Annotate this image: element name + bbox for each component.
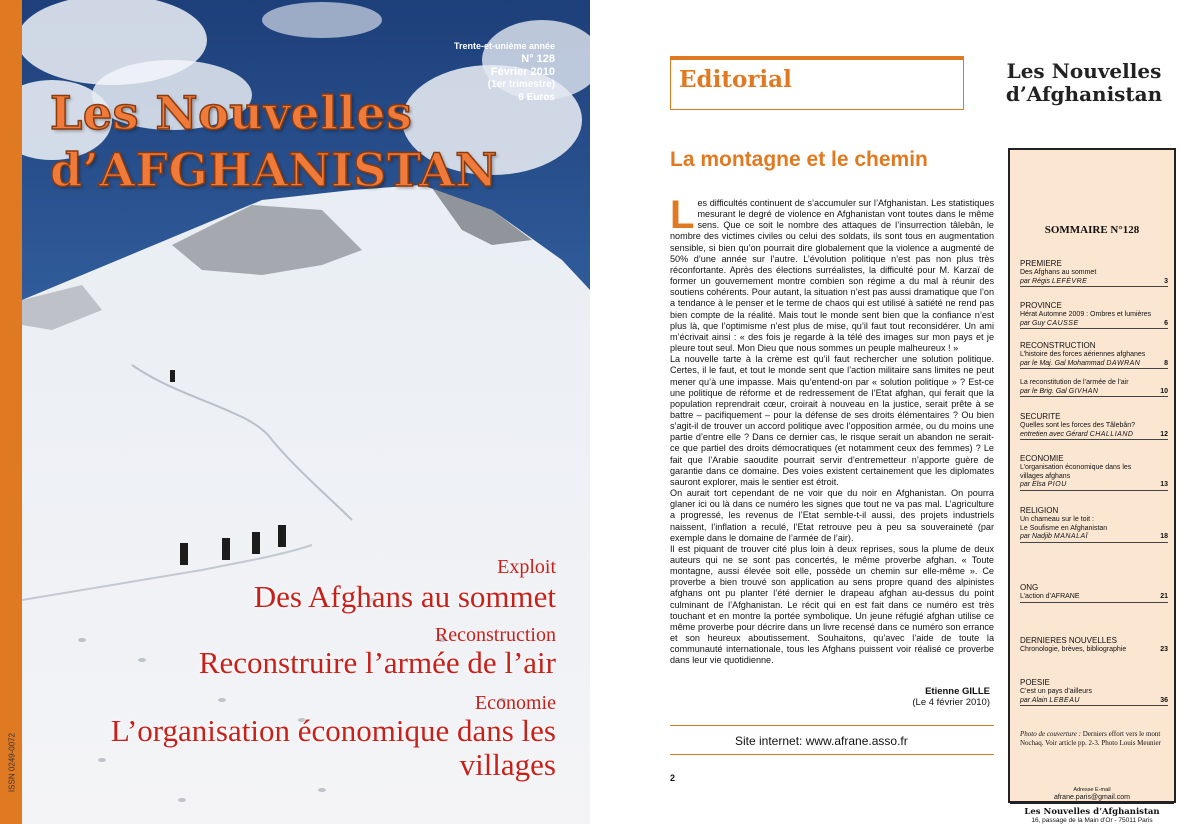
contact-info: Adresse E-mail afrane.paris@gmail.com: [1010, 786, 1174, 802]
issue-number: N° 128: [521, 53, 555, 65]
photo-credit: Photo de couverture : Derniers effort vers le mont Nochaq. Voir article pp. 2-3. Photo Louis Meunier: [1020, 730, 1161, 747]
table-of-contents: [1008, 148, 1176, 803]
cover-orange-strip: [0, 0, 22, 824]
divider: [670, 725, 994, 726]
toc-section-religion: RELIGION Un chameau sur le toit : Le Soufisme en Afghanistan par Nadjib MANALAÏ 18: [1020, 506, 1168, 543]
page-number: 2: [670, 773, 676, 783]
toc-entry[interactable]: La reconstitution de l’armée de l’air par le Brig. Gal GIVHAN 10: [1020, 379, 1168, 397]
cover-title-line2: d’AFGHANISTAN: [50, 143, 498, 197]
issue-date: Février 2010: [490, 66, 555, 78]
editorial-paragraph: On aurait tort cependant de ne voir que du noir en Afghanistan. On pourra glaner ici ou là dans ce numéro les signes que tout ne va pas mal. L’agriculture a progressé, les revenus de l’Etat semble-t-il aussi, des projets industriels naissent, l’inflation a reculé, l’Etat retrouve peu à peu sa souveraineté (par exemple dans le domaine de l’armée de l’air).: [670, 488, 994, 543]
rubric-exploit: Exploit: [497, 556, 556, 578]
toc-entry[interactable]: Chronologie, brèves, bibliographie 23: [1020, 646, 1168, 653]
toc-entry[interactable]: C’est un pays d’ailleurs par Alain LEBEAU 36: [1020, 688, 1168, 706]
toc-section-ong: ONG L’action d’AFRANE 21: [1020, 583, 1168, 603]
cover-title-line1: Les Nouvelles: [50, 86, 413, 140]
website-link[interactable]: Site internet: www.afrane.asso.fr: [735, 734, 908, 748]
email-link[interactable]: afrane.paris@gmail.com: [1054, 794, 1130, 801]
toc-entry[interactable]: L’histoire des forces aériennes afghanes par le Maj. Gal Mohammad DAWRAN 8: [1020, 351, 1168, 369]
rubric-reconstruction: Reconstruction: [434, 624, 556, 646]
headline-armee-air: Reconstruire l’armée de l’air: [198, 645, 556, 680]
publisher-address: Les Nouvelles d’Afghanistan 16, passage de la Main d’Or - 75011 Paris: [1024, 807, 1160, 824]
editorial-label: Editorial: [679, 66, 792, 93]
editorial-body: [670, 198, 994, 668]
editorial-paragraph: Il est piquant de trouver cité plus loin à deux reprises, sous la plume de deux auteurs qui ne se sont pas concertés, le même proverbe afghan. « Toute montagne, aussi élevée soit elle, possède un chemin sur elle-même ». Ce proverbe a bien trouvé son application au sens propre quand des alpinistes afghans ont pu planter l’été dernier le drapeau afghan au-dessus du point culminant de l’Afghanistan. Le récit qui en est fait dans ce numéro est très touchant et en montre la portée symbolique. Un jeune réfugié afghan utilise ce même proverbe pour décrire dans un livre recensé dans ce numéro son errance et son heureux aboutissement. Souhaitons, qu’avec l’aide de toute la communauté internationale, tous les Afghans puissent voir réalisé ce proverbe dans leur vie quotidienne.: [670, 543, 994, 666]
editorial-header-box: [670, 56, 964, 110]
year-label: Trente-et-unième année: [453, 41, 555, 51]
toc-section-poesie: POESIE C’est un pays d’ailleurs par Alain LEBEAU 36: [1020, 678, 1168, 706]
toc-section-securite: SECURITE Quelles sont les forces des Tâlebân? entretien avec Gérard CHALLIAND 12: [1020, 412, 1168, 440]
author-date: (Le 4 février 2010): [912, 697, 990, 708]
issue-quarter: (1er trimestre): [487, 79, 555, 90]
editorial-page: [590, 0, 1204, 824]
toc-section-dernieres-nouvelles: DERNIERES NOUVELLES Chronologie, brèves, bibliographie 23: [1020, 636, 1168, 653]
editorial-title: La montagne et le chemin: [670, 148, 928, 171]
toc-title: SOMMAIRE N°128: [1044, 224, 1140, 236]
signature: [820, 686, 990, 708]
headline-afghans-sommet: Des Afghans au sommet: [253, 579, 556, 614]
editorial-paragraph: La nouvelle tarte à la crème est qu’il faut rechercher une solution politique. Certes, il le faut, et tout le monde sent que l’action militaire sans limites ne peut mener qu’à une impasse. Mais qu’entend-on par « solution politique » ? Est-ce une politique de réforme et de redressement de l’Etat afghan, qui ferait que la population reprendrait cœur, croirait à nouveau en la justice, serait prête à se battre – pacifiquement – pour la défense de ses droits élémentaires ? Ou bien s’agit-il de trouver un accord politique avec l’opposition armée, ou du moins une partie d’entre elle ? Dans ce dernier cas, le risque serait un abandon ne serait-ce que partiel des droits démocratiques (et notamment ceux des femmes) ? Le fait que l’Arabie saoudite pourrait servir d’entremetteur n’apporte guère de garantie dans ce domaine. Des voies existent certainement que les diplomates sauront explorer, mais le sentier est étroit.: [670, 354, 994, 487]
toc-entry[interactable]: Un chameau sur le toit : Le Soufisme en Afghanistan par Nadjib MANALAÏ 18: [1020, 516, 1168, 543]
toc-entry[interactable]: Hérat Automne 2009 : Ombres et lumières par Guy CAUSSE 6: [1020, 311, 1168, 329]
toc-entry[interactable]: Quelles sont les forces des Tâlebân? entretien avec Gérard CHALLIAND 12: [1020, 422, 1168, 440]
drop-cap: L: [670, 198, 695, 237]
headline-organisation-economique: L’organisation économique dans les villages: [110, 713, 556, 783]
toc-entry[interactable]: L’action d’AFRANE 21: [1020, 593, 1168, 603]
author-name: Etienne GILLE: [925, 686, 990, 697]
toc-section-province: PROVINCE Hérat Automne 2009 : Ombres et lumières par Guy CAUSSE 6: [1020, 301, 1168, 329]
sidebar: [990, 59, 1186, 824]
toc-entry[interactable]: L’organisation économique dans les villages afghans par Elsa PIOU 13: [1020, 464, 1168, 491]
divider: [670, 754, 994, 755]
toc-section-economie: ECONOMIE L’organisation économique dans les villages afghans par Elsa PIOU 13: [1020, 454, 1168, 491]
masthead: Les Nouvelles d’Afghanistan: [1005, 59, 1163, 106]
issue-price: 6 Euros: [518, 92, 555, 103]
magazine-cover: [0, 0, 590, 824]
toc-section-reconstruction: RECONSTRUCTION L’histoire des forces aériennes afghanes par le Maj. Gal Mohammad DAWRAN 8 La reconstitution de l’armée de l’air par le Brig. Gal GIVHAN 10: [1020, 341, 1168, 397]
issn-number: ISSN 0249-0072: [7, 732, 17, 793]
rubric-economie: Economie: [474, 692, 556, 714]
divider: [1010, 802, 1174, 804]
toc-section-premiere: PREMIERE Des Afghans au sommet par Régis LEFÈVRE 3: [1020, 259, 1168, 287]
editorial-paragraph: Les difficultés continuent de s’accumuler sur l’Afghanistan. Les statistiques mesurant le degré de violence en Afghanistan vont toutes dans le même sens. Que ce soit le nombre des attaques de l’insurrection tâlebân, le nombre des victimes civiles ou celui des soldats, ils sont tous en augmentation sensible, si bien qu’on pourrait dire globalement que la violence a augmenté de 50% d’une année sur l’autre. L’évolution politique n’est pas non plus très réconfortante. Après des élections surréalistes, la difficulté pour M. Karzaï de former un gouvernement montre combien son régime a du mal à réunir des soutiens cohérents. Pour autant, la situation n’est pas aussi dramatique que l’on a tendance à le penser et le terme de chaos qui est utilisé à satiété ne rend pas bien compte de la réalité. Mais tout le monde sent bien que la confiance n’est plus là, que l’optimisme n’est plus de mise, qu’il faut tout reconsidérer. Un ami m’écrivait ainsi : « des fois je regarde à la télé des images sur mon pays et je pleure tout seul. Mon Dieu que nous sommes un peuple malheureux ! »: [670, 198, 994, 354]
toc-entry[interactable]: Des Afghans au sommet par Régis LEFÈVRE 3: [1020, 269, 1168, 287]
